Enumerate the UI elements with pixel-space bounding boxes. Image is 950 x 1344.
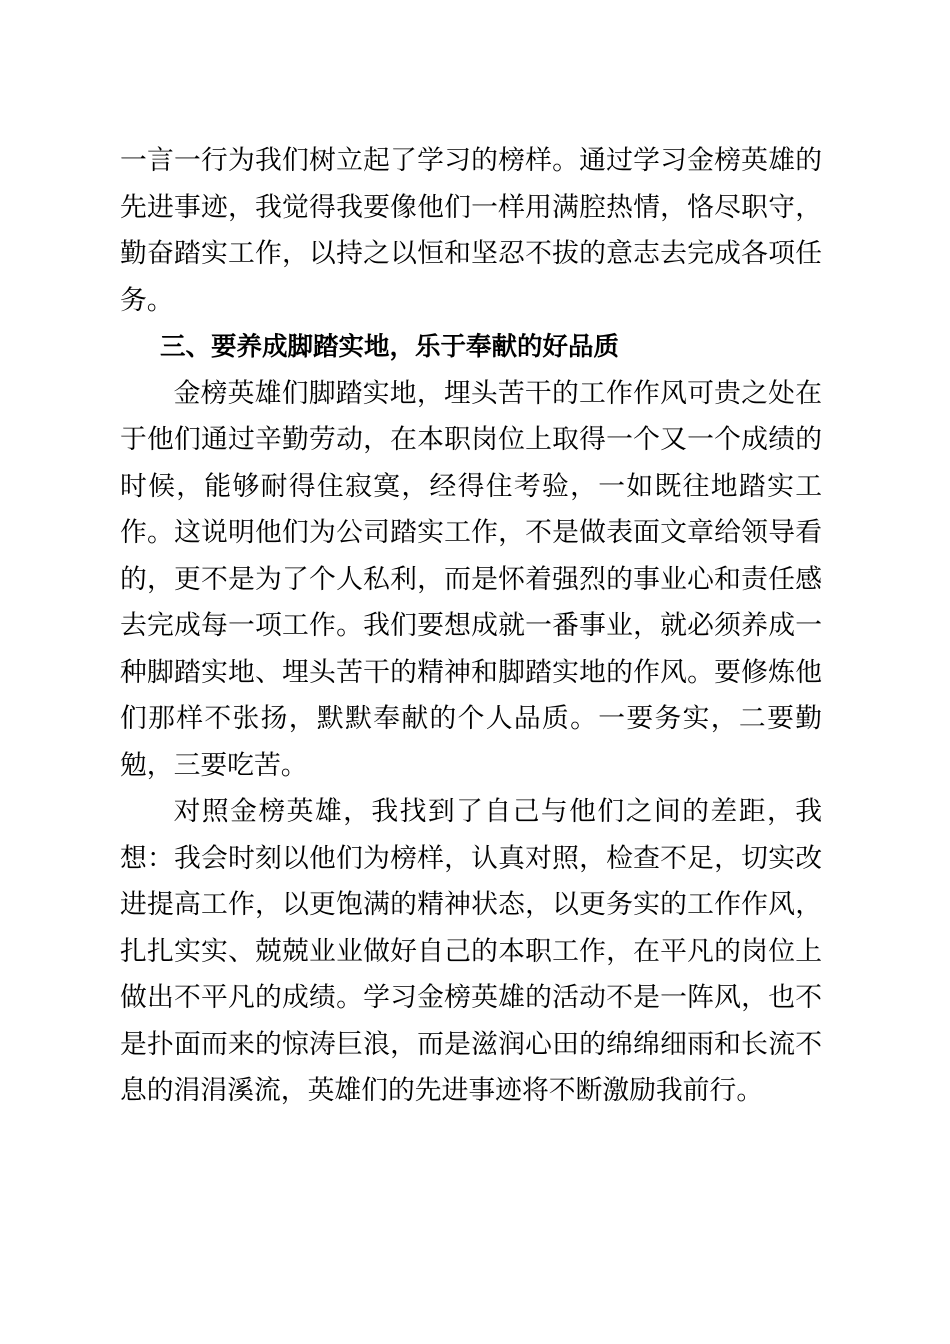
document-body: [120, 138, 822, 1115]
body-paragraph-2: 金榜英雄们脚踏实地，埋头苦干的工作作风可贵之处在于他们通过辛勤劳动，在本职岗位上取得一个又一个成绩的时候，能够耐得住寂寞，经得住考验，一如既往地踏实工作。这说明他们为公司踏实工作，不是做表面文章给领导看的，更不是为了个人私利，而是怀着强烈的事业心和责任感去完成每一项工作。我们要想成就一番事业，就必须养成一种脚踏实地、埋头苦干的精神和脚踏实地的作风。要修炼他们那样不张扬，默默奉献的个人品质。一要务实，二要勤勉，三要吃苦。: [120, 377, 822, 781]
section-heading: 三、要养成脚踏实地，乐于奉献的好品质: [160, 332, 620, 362]
body-paragraph-3: 对照金榜英雄，我找到了自己与他们之间的差距，我想：我会时刻以他们为榜样，认真对照，检查不足，切实改进提高工作，以更饱满的精神状态，以更务实的工作作风，扎扎实实、兢兢业业做好自己的本职工作，在平凡的岗位上做出不平凡的成绩。学习金榜英雄的活动不是一阵风，也不是扑面而来的惊涛巨浪，而是滋润心田的绵绵细雨和长流不息的涓涓溪流，英雄们的先进事迹将不断激励我前行。: [120, 796, 822, 1106]
continuation-paragraph: 一言一行为我们树立起了学习的榜样。通过学习金榜英雄的先进事迹，我觉得我要像他们一样用满腔热情，恪尽职守，勤奋踏实工作，以持之以恒和坚忍不拔的意志去完成各项任务。: [120, 145, 822, 316]
